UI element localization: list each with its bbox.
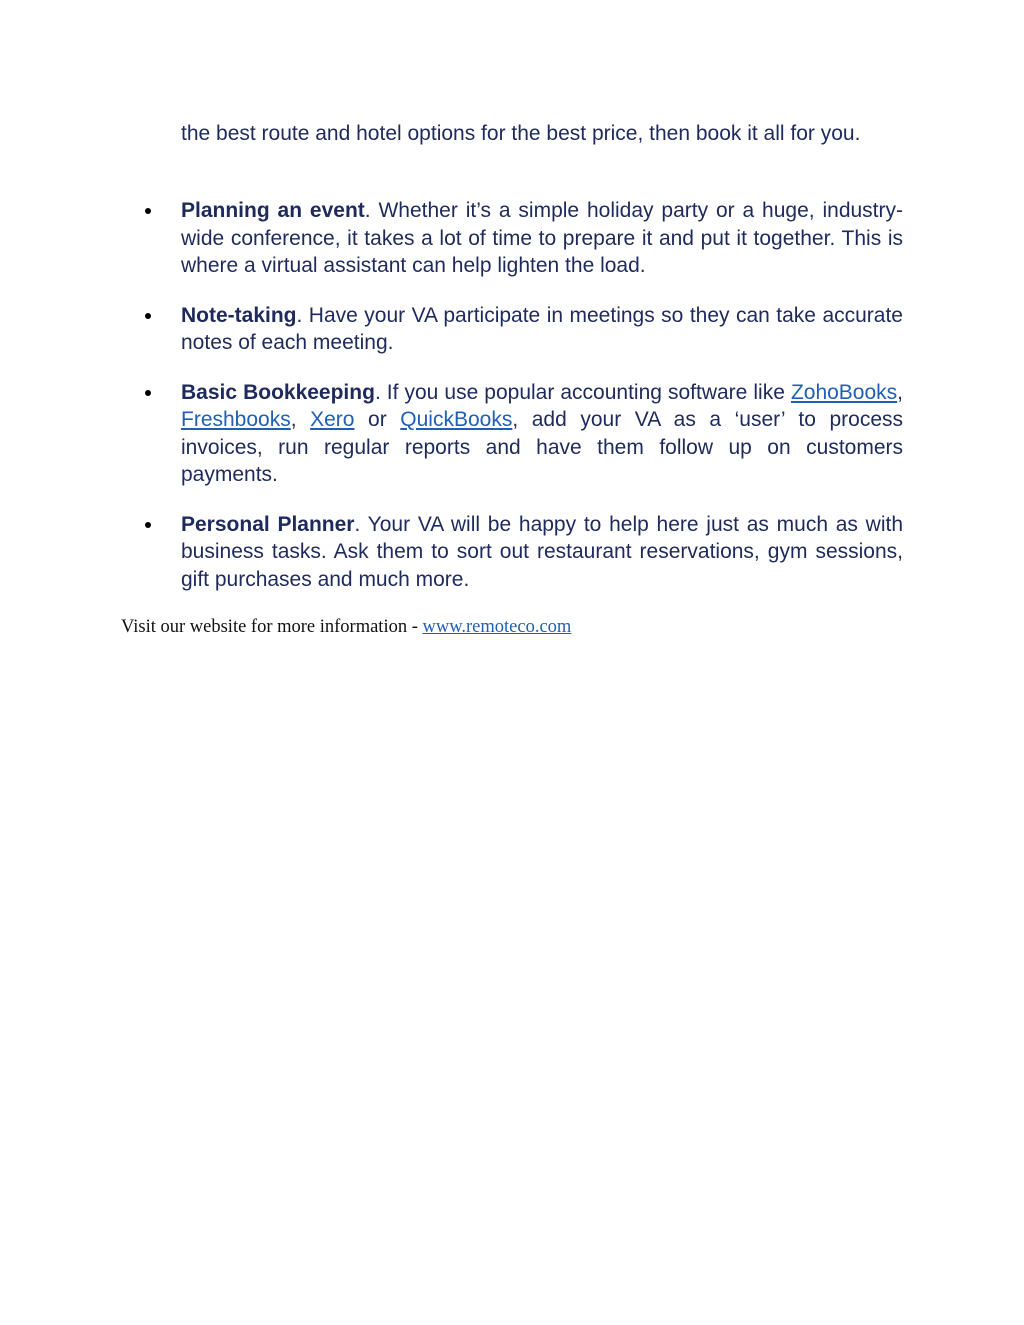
bullet-icon [145,313,151,319]
list-item-text [181,302,903,357]
website-footer [121,615,571,639]
services-list [0,197,1024,615]
footer-text: Visit our website for more information - [121,617,423,637]
list-item-body: . Your VA will be happy to help here just as much as with business tasks. Ask them to sort out restaurant reservations, gym sessions, gift purchases and much more. [181,512,904,591]
list-item-text [181,197,903,280]
list-item-personal-planner [0,511,1024,594]
list-item-title: Planning an event [181,199,365,222]
list-item-body-intro: . If you use popular accounting software like [374,380,791,404]
separator-or: or [354,408,401,431]
xero-link[interactable]: Xero [310,408,355,431]
continuation-paragraph: the best route and hotel options for the best price, then book it all for you. [181,122,861,145]
list-item-title: Note-taking [181,303,297,327]
list-item-basic-bookkeeping [0,379,1024,489]
freshbooks-link[interactable]: Freshbooks [181,408,291,431]
list-item-body-rest: , add your VA as a ‘user’ to process invoices, run regular reports and have them follow up on customers payments. [181,408,903,486]
bullet-icon [145,390,151,396]
list-item-planning-event [0,197,1024,280]
bullet-icon [145,208,151,214]
list-item-body: . Whether it’s a simple holiday party or a huge, industry-wide conference, it takes a lot of time to prepare it and put it together. This is where a virtual assistant can help lighten the load. [181,199,903,277]
list-item-title: Basic Bookkeeping [181,380,375,404]
quickbooks-link[interactable]: QuickBooks [400,408,513,431]
website-link[interactable]: www.remoteco.com [422,617,572,637]
separator-comma: , [290,408,311,431]
zohobooks-link[interactable]: ZohoBooks [790,380,898,404]
bullet-icon [145,522,151,528]
list-item-note-taking [0,302,1024,357]
separator-comma: , [897,380,904,404]
list-item-title: Personal Planner [181,512,355,536]
list-item-text [181,511,903,594]
list-item-body: . Have your VA participate in meetings so they can take accurate notes of each meeting. [181,303,903,354]
list-item-text [181,379,903,489]
